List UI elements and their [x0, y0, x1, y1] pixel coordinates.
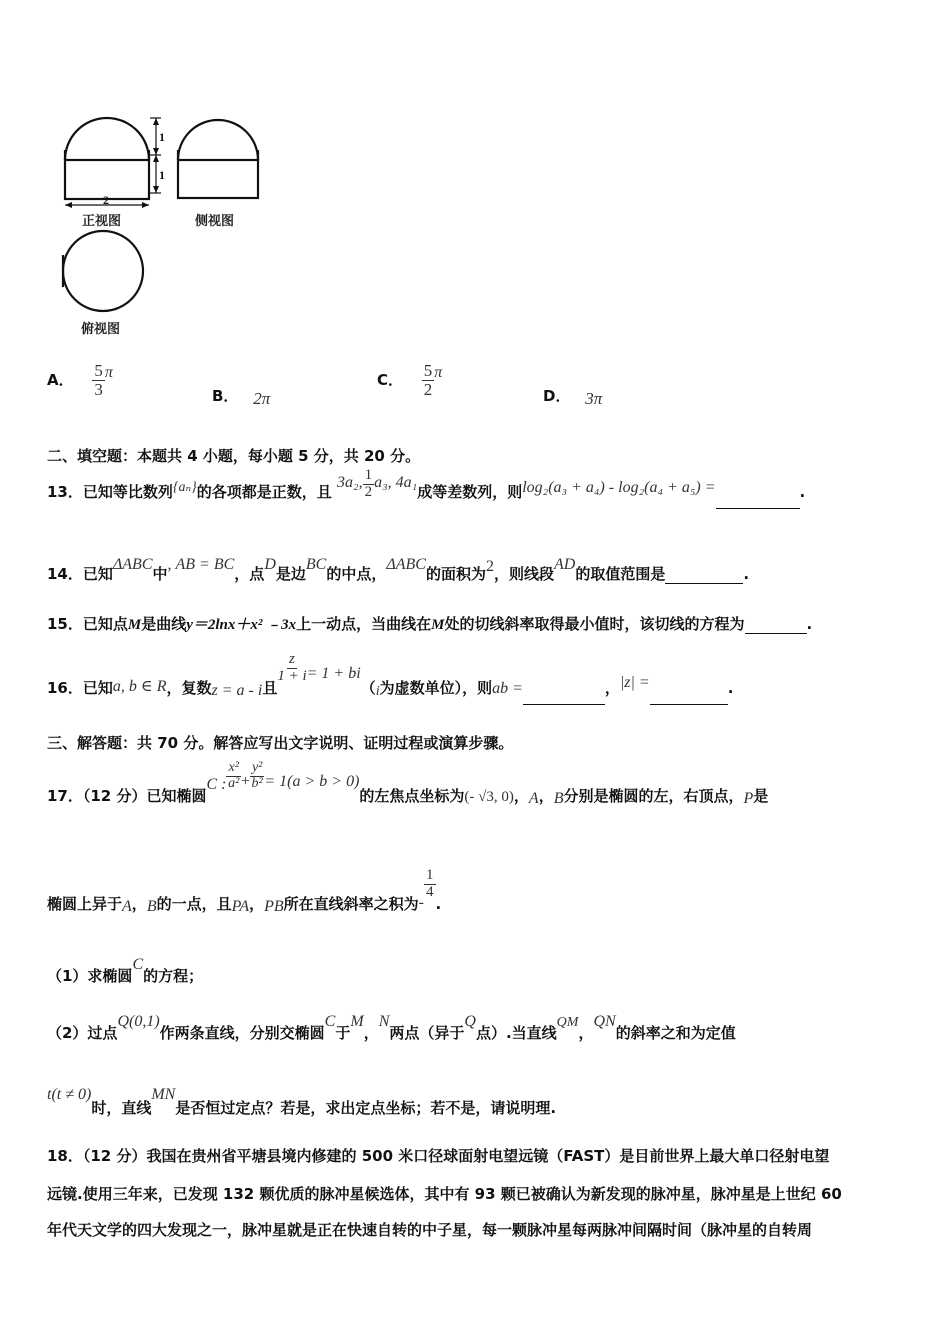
q16-abs-blank[interactable]: [650, 690, 728, 705]
q17-l2e: 所在直线斜率之积为: [283, 894, 419, 913]
q16-text1: ，复数: [166, 678, 212, 697]
q17-y2: y²: [251, 760, 263, 775]
q17-p2d: ，: [363, 1024, 379, 1042]
option-d-value: 3π: [585, 389, 603, 408]
q17-p3a: 时，直线: [91, 1099, 152, 1117]
q13-half-num: 1: [364, 467, 373, 483]
q14-point-d: D: [264, 556, 276, 573]
question-17-part2-cont: [47, 1085, 557, 1117]
q17-l2b: ，: [131, 894, 147, 913]
question-18-line2: 远镜.使用三年来，已发现 132 颗优质的脉冲星候选体，其中有 93 颗已被确认为新发现的脉冲星，脉冲星是上世纪 60: [47, 1185, 842, 1203]
q17-line-mn: MN: [151, 1086, 176, 1103]
q17-plus: +: [240, 772, 250, 790]
dim-top-label: 1: [159, 130, 165, 144]
section3-heading: 三、解答题：共 70 分。解答应写出文字说明、证明过程或演算步骤。: [47, 734, 514, 752]
q17-number: 17．（12 分）已知椭圆: [47, 786, 207, 805]
q17-y-frac: [250, 761, 264, 791]
q14-answer-blank[interactable]: [665, 569, 743, 584]
option-a-pi: π: [104, 363, 113, 381]
q17-a2-point: A: [122, 897, 132, 915]
q17-p2-n: N: [378, 1013, 390, 1030]
q17-p2e: 两点（异于: [389, 1024, 465, 1042]
q14-text3: 是边: [275, 565, 306, 583]
q15-text1: 是曲线: [141, 615, 187, 633]
q15-point-m: M: [127, 617, 142, 633]
q13-end: .: [799, 482, 806, 501]
q17-pb: PB: [264, 897, 284, 915]
option-c-fraction: [422, 362, 435, 399]
q17-l2d: ，: [249, 894, 265, 913]
q17-a2: a²: [228, 775, 240, 791]
option-a-fraction: [92, 362, 105, 399]
q17-c-label: C :: [206, 775, 227, 793]
q17-t-expr: t(t ≠ 0): [47, 1086, 92, 1103]
q14-text4: 的中点，: [326, 565, 387, 583]
section2-heading: 二、填空题：本题共 4 小题，每小题 5 分，共 20 分。: [47, 447, 421, 465]
dim-width-label: 2: [103, 193, 109, 207]
option-a[interactable]: [47, 362, 113, 399]
q17-p2-c: C: [324, 1013, 336, 1030]
q17-text2: ，: [513, 786, 529, 805]
q13-terms-a: 3a₂,: [337, 473, 363, 491]
q15-number: 15．已知点: [47, 615, 128, 633]
q17-slope-frac: [424, 868, 436, 901]
q14-end: .: [743, 565, 750, 583]
option-c-num: 5: [423, 361, 433, 380]
option-c[interactable]: [377, 362, 442, 399]
q14-text1: 中: [152, 565, 168, 583]
q17-p2c: 于: [335, 1024, 351, 1042]
q17-line-qm: QM: [556, 1015, 579, 1030]
q13-half-den: 2: [364, 483, 373, 500]
q17-p2h: 的斜率之和为定值: [615, 1024, 736, 1042]
q17-text4: 分别是椭圆的左，右顶点，: [563, 786, 744, 805]
q13-text2: 成等差数列，则: [417, 482, 523, 501]
q17-p2-m: M: [350, 1013, 364, 1030]
q17-point-q: Q(0,1): [117, 1013, 160, 1030]
option-b[interactable]: [212, 385, 270, 406]
q13-answer-blank[interactable]: [716, 494, 800, 509]
q17-text1: 的左焦点坐标为: [359, 786, 465, 805]
q15-curve: y＝2lnx＋x² ﹣3x: [186, 617, 297, 633]
option-c-label: C．: [377, 370, 404, 389]
question-18-line3: 年代天文学的四大发现之一，脉冲星就是正在快速自转的中子星，每一颗脉冲星每两脉冲间隔时间（脉冲星的自转周: [47, 1221, 813, 1239]
q16-ab-real: a, b ∈ R: [112, 677, 167, 695]
q17-a: A: [528, 789, 539, 807]
option-d-label: D．: [543, 387, 571, 405]
q16-end: .: [727, 678, 734, 697]
q15-end: .: [806, 615, 813, 633]
q16-number: 16．已知: [47, 678, 113, 697]
q16-ab-blank[interactable]: [523, 690, 605, 705]
q17-slope-num: 1: [426, 867, 434, 883]
q17-slope-den: 4: [426, 883, 434, 900]
q17-p1b: 的方程；: [143, 967, 204, 985]
option-d[interactable]: [543, 385, 602, 406]
q14-text7: 的取值范围是: [575, 565, 666, 583]
q17-pa: PA: [231, 897, 250, 915]
q17-p: P: [743, 789, 754, 807]
q17-b2: b²: [251, 775, 263, 791]
top-view-drawing: [63, 231, 143, 311]
q14-text5: 的面积为: [425, 565, 486, 583]
q14-text2: ，点: [234, 565, 265, 583]
q17-x2: x²: [228, 760, 239, 775]
option-b-label: B．: [212, 387, 239, 405]
q17-text3: ，: [538, 786, 554, 805]
q15-answer-blank[interactable]: [745, 619, 807, 634]
option-c-den: 2: [423, 379, 433, 399]
q17-b: B: [553, 789, 564, 807]
q15-point-m2: M: [431, 617, 445, 633]
top-view-label: 俯视图: [81, 322, 121, 337]
question-17-line2: [47, 867, 442, 915]
three-view-figure: [55, 105, 260, 340]
question-13: [47, 467, 806, 509]
q17-line-qn: QN: [593, 1013, 616, 1030]
q16-imag-unit: i: [375, 683, 380, 699]
q17-p2g: ，: [578, 1024, 594, 1042]
q17-l2f: .: [435, 894, 442, 913]
question-14: [47, 556, 750, 584]
option-b-value: 2π: [253, 389, 271, 408]
question-15: [47, 613, 812, 634]
q15-text2: 上一动点，当曲线在: [296, 615, 432, 633]
question-17-part1: [47, 955, 204, 985]
q13-number: 13．已知等比数列: [47, 482, 173, 501]
q16-comma: ，: [604, 678, 620, 697]
q17-p2-q: Q: [464, 1013, 476, 1030]
q16-frac-num: z: [289, 651, 295, 667]
q14-side-bc: BC: [305, 556, 327, 573]
q16-text4: 为虚数单位），则: [379, 678, 493, 697]
q17-p2f: 点）.当直线: [475, 1024, 557, 1042]
q17-p2a: （2）过点: [47, 1024, 118, 1042]
q17-text5: 是: [753, 786, 769, 805]
q13-text1: 的各项都是正数，且: [196, 482, 332, 501]
q16-frac-den: 1 + i: [277, 667, 307, 684]
q14-area-value: 2: [485, 558, 494, 575]
q17-x-frac: [226, 761, 240, 791]
q17-p2b: 作两条直线，分别交椭圆: [159, 1024, 325, 1042]
option-a-label: A．: [47, 370, 74, 389]
q15-text3: 处的切线斜率取得最小值时，该切线的方程为: [444, 615, 745, 633]
q16-ab-eq: ab =: [492, 679, 523, 697]
option-a-num: 5: [94, 361, 103, 380]
dim-bottom-label: 1: [159, 168, 165, 182]
q13-half: [363, 468, 375, 501]
q14-segment-ad: AD: [554, 556, 576, 573]
option-a-den: 3: [94, 379, 103, 399]
question-18-line1: 18．（12 分）我国在贵州省平塘县境内修建的 500 米口径球面射电望远镜（FAST）是目前世界上最大单口径射电望: [47, 1147, 830, 1165]
front-view-drawing: [65, 118, 161, 208]
q16-fraction: [277, 652, 306, 685]
question-17-part2: [47, 1012, 736, 1042]
q14-number: 14．已知: [47, 565, 113, 583]
q16-z-def: z = a - i: [211, 681, 263, 699]
q17-l2c: 的一点，且: [156, 894, 232, 913]
front-view-label: 正视图: [82, 214, 122, 229]
q17-condition: = 1(a > b > 0): [264, 772, 360, 790]
q17-l2a: 椭圆上异于: [47, 894, 123, 913]
q17-p1-c: C: [132, 956, 144, 973]
q17-neg: -: [418, 893, 424, 911]
q13-sequence: {aₙ}: [172, 479, 197, 495]
q13-terms-b: a₃, 4a₁: [374, 473, 418, 491]
side-view-drawing: [178, 120, 258, 198]
q14-triangle2: ΔABC: [386, 556, 426, 573]
q14-text6: ，则线段: [493, 565, 554, 583]
q17-b2-point: B: [146, 897, 157, 915]
q14-equation: , AB = BC: [167, 556, 235, 573]
q17-p1a: （1）求椭圆: [47, 967, 133, 985]
q16-abs-z: |z| =: [619, 673, 650, 691]
q17-focus: (- √3, 0): [464, 788, 514, 805]
q14-triangle: ΔABC: [112, 556, 153, 573]
q16-text3: （: [360, 678, 376, 697]
q17-p3b: 是否恒过定点？若是，求出定点坐标；若不是，请说明理.: [175, 1099, 557, 1117]
option-c-pi: π: [434, 363, 443, 381]
q16-text2: 且: [262, 678, 278, 697]
question-17-line1: [47, 760, 769, 807]
question-16: [47, 651, 734, 699]
q16-frac-eq: = 1 + bi: [306, 664, 361, 682]
q13-expression: log₂(a₃ + a₄) - log₂(a₄ + a₅) =: [522, 478, 716, 496]
side-view-label: 侧视图: [195, 214, 235, 229]
